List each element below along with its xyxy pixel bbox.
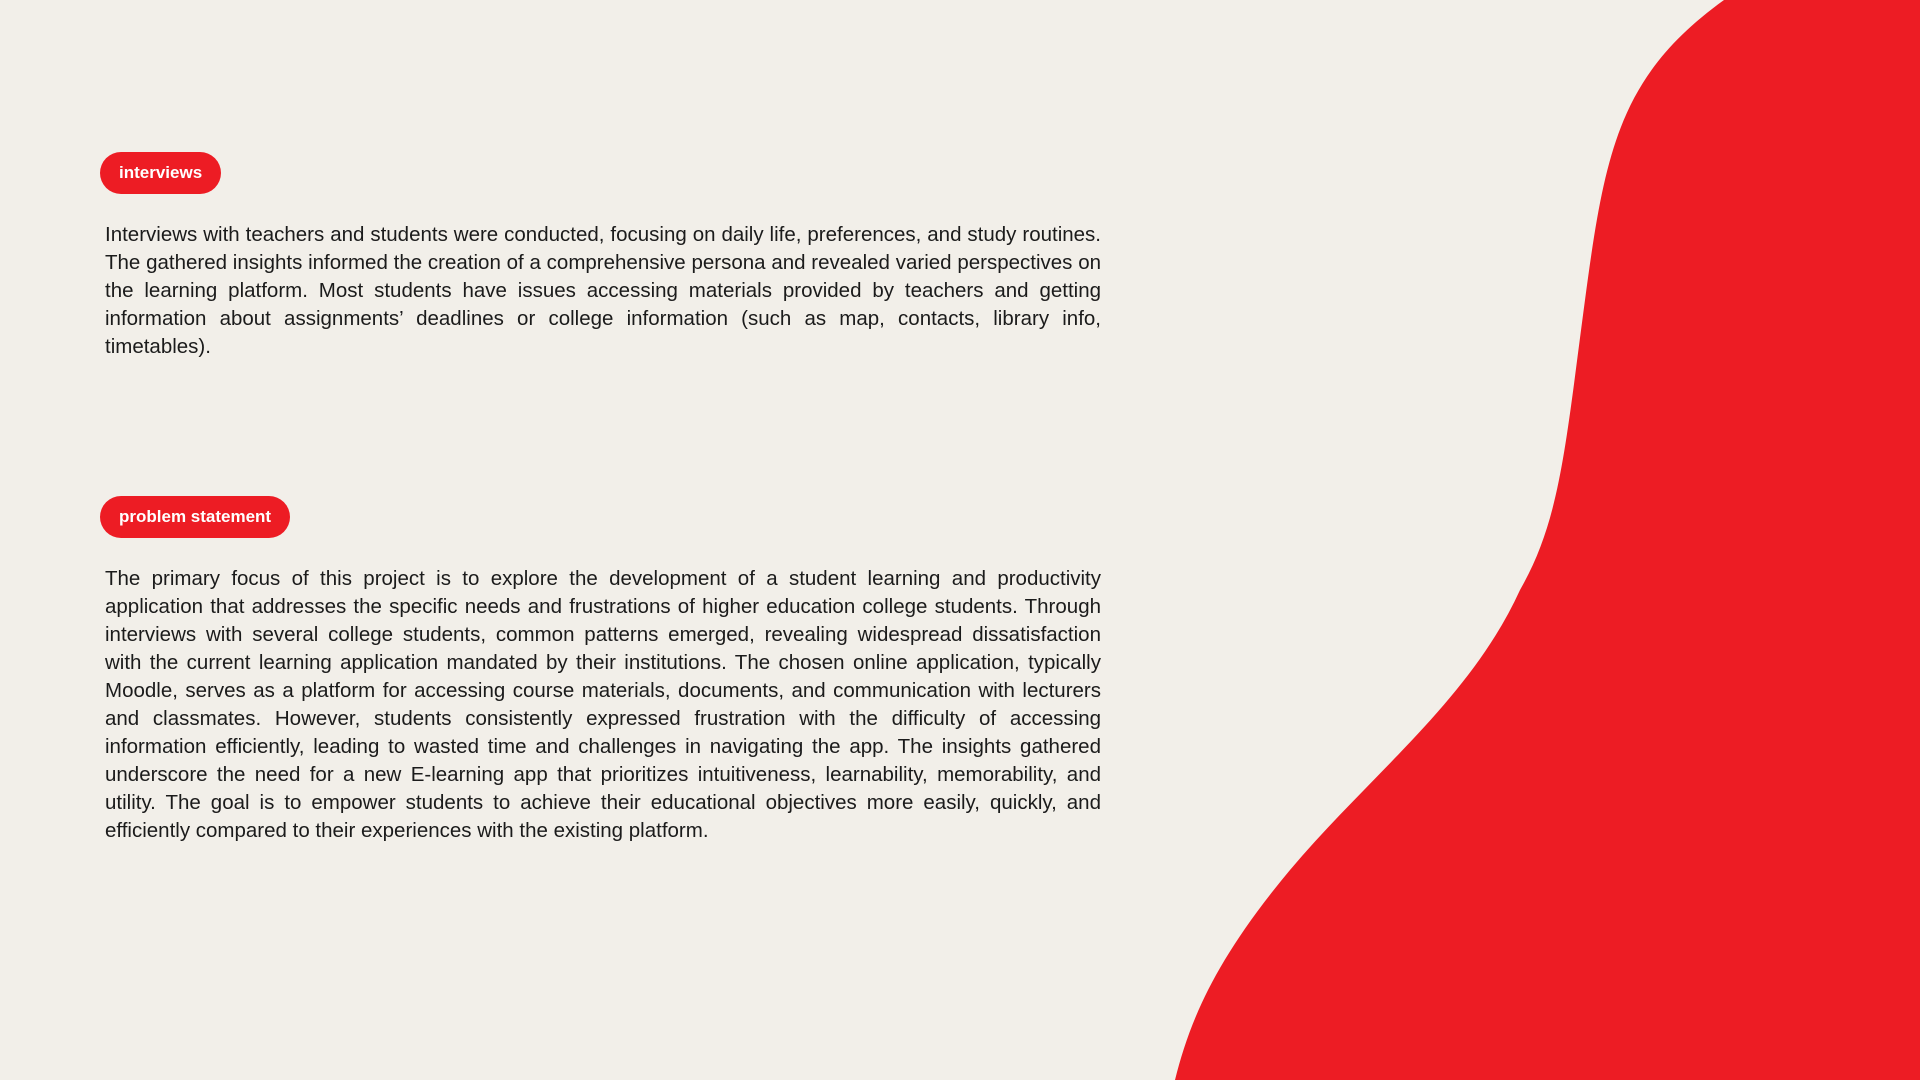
problem-statement-paragraph: The primary focus of this project is to explore the development of a student learning and productivity application that addresses the specific needs and frustrations of higher education college students. Through interviews with several college students, common patterns emerged, revealing widespread dissatisfaction with the current learning application mandated by their institutions. The chosen online application, typically Moodle, serves as a platform for accessing course materials, documents, and communication with lecturers and classmates. However, students consistently expressed frustration with the difficulty of accessing information efficiently, leading to wasted time and challenges in navigating the app. The insights gathered underscore the need for a new E-learning app that prioritizes intuitiveness, learnability, memorability, and utility. The goal is to empower students to achieve their educational objectives more easily, quickly, and efficiently compared to their experiences with the existing platform.: [105, 567, 1101, 842]
interviews-paragraph: Interviews with teachers and students were conducted, focusing on daily life, preferences, and study routines. The gathered insights informed the creation of a comprehensive persona and revealed varied perspectives on the learning platform. Most students have issues accessing materials provided by teachers and getting information about assignments’ deadlines or college information (such as map, contacts, library info, timetables).: [105, 223, 1101, 358]
interviews-section: [100, 152, 1101, 361]
problem-statement-section: [100, 496, 1101, 845]
interviews-tag: interviews: [100, 152, 221, 194]
problem-statement-tag: problem statement: [100, 496, 290, 538]
